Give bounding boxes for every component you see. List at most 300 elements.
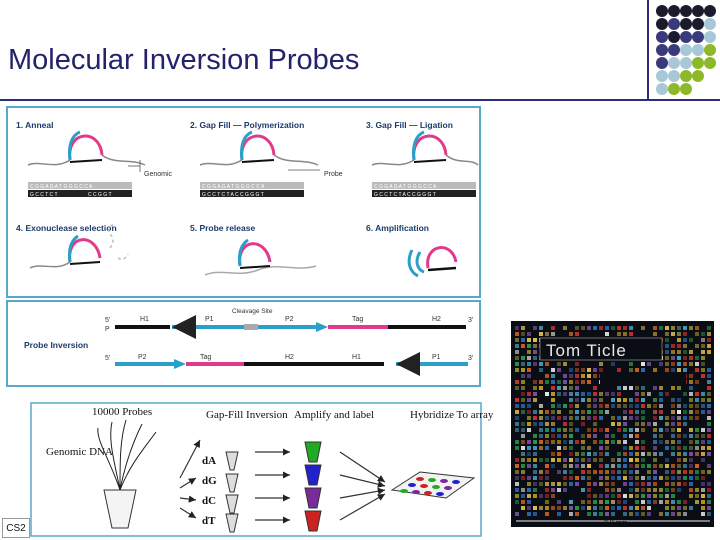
array-spot [623,332,627,336]
array-spot [647,392,651,396]
array-spot [683,506,687,510]
array-spot [635,488,639,492]
array-spot [611,362,615,366]
footer-label: CS2 [2,518,30,538]
array-spot [521,506,525,510]
array-spot [569,368,573,372]
array-spot [587,410,591,414]
nuc-dC: dC [202,495,217,507]
array-spot [671,464,675,468]
array-spot [671,386,675,390]
array-spot [671,332,675,336]
array-spot [581,374,585,378]
array-spot [671,482,675,486]
array-spot [551,506,555,510]
array-spot [581,440,585,444]
array-spot [551,440,555,444]
array-spot [677,386,681,390]
array-spot [587,392,591,396]
array-spot [671,326,675,330]
array-spot [623,398,627,402]
array-spot [533,512,537,516]
array-spot [671,476,675,480]
array-spot [557,500,561,504]
array-spot [641,494,645,498]
array-spot [695,428,699,432]
array-spot [665,464,669,468]
array-spot [533,440,537,444]
array-spot [575,458,579,462]
array-spot [563,362,567,366]
array-spot [707,386,711,390]
array-spot [551,494,555,498]
array-spot [557,482,561,486]
array-spot [527,458,531,462]
array-spot [515,446,519,450]
array-spot [701,362,705,366]
array-spot [653,326,657,330]
array-spot [701,452,705,456]
probes-count-label: 10000 Probes [92,406,153,418]
array-spot [647,488,651,492]
array-spot [689,398,693,402]
array-spot [515,362,519,366]
array-spot [707,494,711,498]
array-spot [701,374,705,378]
array-spot [689,458,693,462]
array-spot [629,404,633,408]
array-spot [659,386,663,390]
array-spot [629,428,633,432]
array-spot [659,464,663,468]
array-spot [689,476,693,480]
step3-seq-top: C G G A G A T G G G C C A [374,184,437,190]
array-spot [515,398,519,402]
array-spot [635,422,639,426]
array-spot [551,416,555,420]
array-spot [653,476,657,480]
array-spot [659,434,663,438]
array-spot [695,446,699,450]
row2-h1: H1 [352,354,361,361]
array-spot [599,446,603,450]
array-spot [647,422,651,426]
array-spot [557,440,561,444]
array-spot [671,506,675,510]
array-spot [515,350,519,354]
array-spot [665,350,669,354]
step2-seq-top: C G G A G A T G G G C C A [202,184,265,190]
row2-p2: P2 [138,354,147,361]
array-spot [539,458,543,462]
array-spot [533,434,537,438]
array-spot [707,380,711,384]
array-spot [539,410,543,414]
array-spot [611,326,615,330]
array-spot [611,512,615,516]
array-spot [689,338,693,342]
array-spot [539,482,543,486]
array-spot [593,440,597,444]
array-spot [611,464,615,468]
array-spot [521,410,525,414]
array-spot [575,362,579,366]
row1-h2: H2 [432,316,441,323]
array-spot [593,452,597,456]
array-spot [587,404,591,408]
array-spot [641,458,645,462]
array-spot [521,446,525,450]
array-spot [617,494,621,498]
array-spot [599,440,603,444]
array-spot [677,368,681,372]
array-spot [707,488,711,492]
array-spot [521,440,525,444]
array-spot [683,500,687,504]
array-spot [569,476,573,480]
array-spot [659,416,663,420]
array-spot [617,452,621,456]
array-spot [707,422,711,426]
array-spot [545,470,549,474]
array-spot [683,326,687,330]
array-spot [701,332,705,336]
array-spot [689,440,693,444]
array-spot [653,434,657,438]
array-spot [611,404,615,408]
array-spot [515,494,519,498]
array-spot [533,458,537,462]
array-spot [557,416,561,420]
array-spot [701,428,705,432]
array-spot [623,500,627,504]
array-spot [665,416,669,420]
array-spot [623,512,627,516]
array-spot [599,428,603,432]
array-spot [641,362,645,366]
array-spot [581,500,585,504]
array-spot [599,404,603,408]
array-spot [701,392,705,396]
array-spot [695,344,699,348]
array-spot [641,404,645,408]
step-label-1: 1. Anneal [16,120,54,130]
array-spot [521,488,525,492]
array-spot [515,326,519,330]
array-spot [569,458,573,462]
array-spot [587,458,591,462]
array-spot [647,452,651,456]
array-spot [665,356,669,360]
array-spot [527,368,531,372]
array-spot [599,392,603,396]
array-spot [641,326,645,330]
array-spot [551,434,555,438]
array-spot [575,374,579,378]
array-spot [707,428,711,432]
array-spot [647,404,651,408]
array-spot [515,368,519,372]
array-spot [587,500,591,504]
array-spot [707,500,711,504]
gap-fill-label: Gap-Fill Inversion [206,409,288,421]
array-spot [587,374,591,378]
workflow-panel [31,403,481,536]
array-spot [563,464,567,468]
array-spot [677,434,681,438]
array-spot [515,470,519,474]
array-spot [575,326,579,330]
array-spot [635,416,639,420]
array-spot [599,470,603,474]
array-spot [683,368,687,372]
array-brand-text: Tom Ticle [546,341,627,360]
array-spot [521,380,525,384]
array-spot [599,368,603,372]
array-spot [653,404,657,408]
array-spot [563,380,567,384]
array-spot [689,494,693,498]
array-spot [515,440,519,444]
array-spot [665,440,669,444]
array-spot [593,416,597,420]
array-spot [527,404,531,408]
array-spot [677,452,681,456]
step-label-6: 6. Amplification [366,223,429,233]
array-spot [581,488,585,492]
array-spot [593,410,597,414]
array-spot [563,374,567,378]
array-spot [587,416,591,420]
array-spot [629,362,633,366]
array-spot [521,500,525,504]
array-spot [569,446,573,450]
array-spot [665,344,669,348]
array-spot [581,506,585,510]
array-spot [689,464,693,468]
array-scale-label: 2.8 mm [604,520,628,527]
array-spot [665,392,669,396]
array-spot [599,452,603,456]
array-spot [521,434,525,438]
array-spot [527,344,531,348]
step2-seq-bottom: G C C T C T A C C G G G T [202,192,264,198]
array-spot [671,422,675,426]
array-spot [521,386,525,390]
array-spot [707,350,711,354]
array-spot [623,506,627,510]
array-spot [707,446,711,450]
array-spot [539,494,543,498]
array-spot [587,506,591,510]
array-spot [545,464,549,468]
array-spot [689,404,693,408]
array-spot [569,440,573,444]
array-spot [635,458,639,462]
array-spot [605,494,609,498]
row2-5prime: 5' [105,355,111,362]
array-spot [617,500,621,504]
array-spot [533,452,537,456]
array-spot [683,350,687,354]
array-spot [539,404,543,408]
array-spot [623,482,627,486]
array-spot [695,398,699,402]
array-spot [515,410,519,414]
array-spot [557,446,561,450]
array-spot [653,416,657,420]
array-spot [527,422,531,426]
array-spot [551,398,555,402]
array-spot [659,488,663,492]
row1-5prime: 5' [105,317,111,324]
array-spot [695,404,699,408]
array-spot [677,506,681,510]
array-spot [707,374,711,378]
array-spot [539,470,543,474]
array-spot [617,470,621,474]
array-spot [671,512,675,516]
array-spot [641,452,645,456]
array-spot [587,428,591,432]
array-spot [545,410,549,414]
array-spot [647,494,651,498]
array-spot [593,434,597,438]
array-spot [521,338,525,342]
array-spot [665,326,669,330]
array-spot [617,326,621,330]
array-spot [653,398,657,402]
array-spot [605,434,609,438]
array-spot [617,404,621,408]
array-spot [611,500,615,504]
array-spot [629,446,633,450]
array-spot [659,410,663,414]
array-spot [563,428,567,432]
array-spot [701,404,705,408]
array-spot [701,410,705,414]
array-spot [539,434,543,438]
array-spot [521,464,525,468]
array-spot [527,482,531,486]
array-spot [611,482,615,486]
array-spot [629,512,633,516]
array-spot [665,506,669,510]
array-spot [623,404,627,408]
array-spot [569,500,573,504]
nuc-dA: dA [202,455,217,467]
array-spot [611,398,615,402]
array-spot [653,464,657,468]
array-spot [701,470,705,474]
array-spot [515,500,519,504]
step3-seq-bottom: G C C T C T A C C G G G T [374,192,436,198]
array-spot [635,482,639,486]
array-spot [623,422,627,426]
array-spot [617,440,621,444]
array-spot [683,410,687,414]
array-spot [707,344,711,348]
array-spot [533,494,537,498]
array-spot [533,356,537,360]
array-spot [653,386,657,390]
array-spot [629,458,633,462]
array-spot [587,488,591,492]
array-spot [575,332,579,336]
array-spot [593,386,597,390]
array-spot [563,422,567,426]
array-spot [599,416,603,420]
array-spot [593,404,597,408]
array-spot [557,386,561,390]
array-spot [623,416,627,420]
array-spot [707,326,711,330]
array-spot [593,506,597,510]
array-spot [689,428,693,432]
array-spot [599,458,603,462]
microarray-image [511,321,714,527]
array-spot [605,512,609,516]
array-spot [593,428,597,432]
array-spot [539,386,543,390]
array-spot [551,374,555,378]
array-spot [701,488,705,492]
array-spot [563,326,567,330]
array-spot [527,332,531,336]
array-spot [563,440,567,444]
array-spot [581,392,585,396]
array-spot [629,398,633,402]
array-spot [569,410,573,414]
array-spot [545,332,549,336]
array-spot [575,464,579,468]
array-spot [707,398,711,402]
array-spot [689,410,693,414]
array-spot [665,422,669,426]
array-spot [623,446,627,450]
array-spot [671,398,675,402]
array-spot [677,476,681,480]
array-spot [599,512,603,516]
array-spot [587,464,591,468]
array-spot [521,458,525,462]
array-spot [539,326,543,330]
array-spot [527,416,531,420]
array-spot [533,344,537,348]
array-spot [569,332,573,336]
array-spot [527,512,531,516]
array-spot [605,326,609,330]
array-spot [623,452,627,456]
array-spot [683,458,687,462]
array-spot [557,458,561,462]
array-spot [707,434,711,438]
array-spot [563,470,567,474]
array-spot [557,410,561,414]
array-spot [617,392,621,396]
array-spot [647,476,651,480]
array-spot [587,452,591,456]
array-spot [605,332,609,336]
array-spot [521,476,525,480]
array-spot [695,416,699,420]
array-spot [545,380,549,384]
array-spot [683,362,687,366]
array-spot [623,476,627,480]
array-spot [599,506,603,510]
array-spot [641,506,645,510]
array-spot [617,386,621,390]
